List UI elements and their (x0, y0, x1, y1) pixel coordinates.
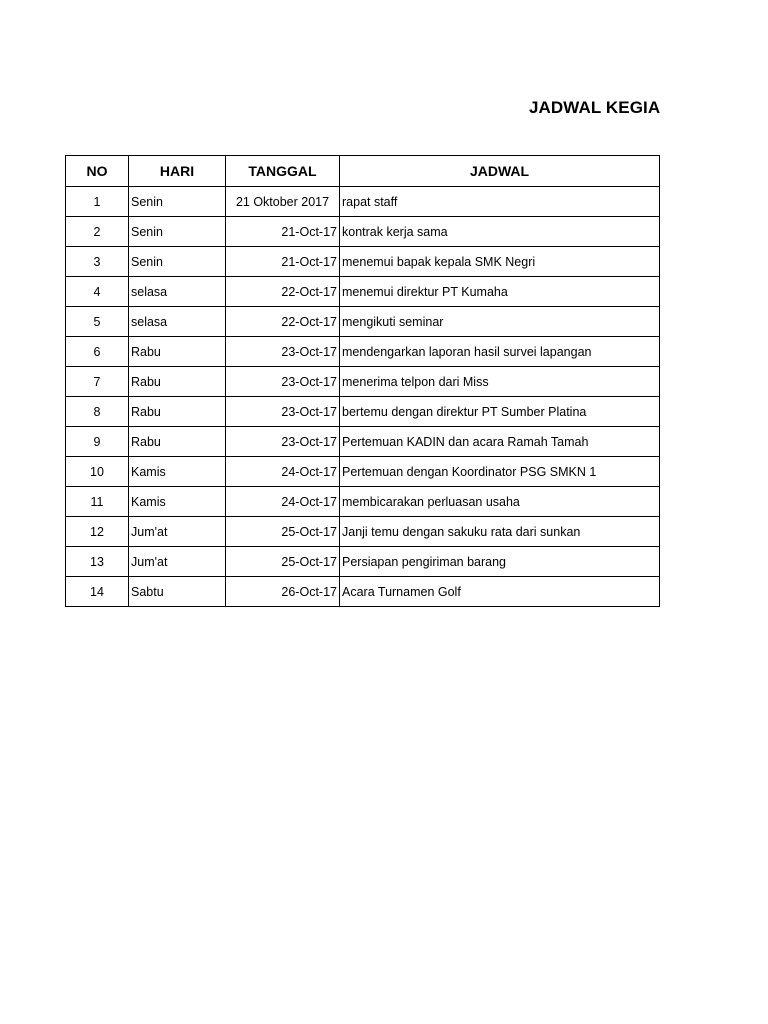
table-row (66, 187, 660, 217)
column-header-jadwal: JADWAL (340, 156, 660, 187)
cell-no: 5 (66, 307, 129, 337)
table-row (66, 427, 660, 457)
cell-hari: Sabtu (129, 577, 226, 607)
table-row (66, 367, 660, 397)
cell-jadwal: menerima telpon dari Miss (340, 367, 660, 397)
cell-jadwal: bertemu dengan direktur PT Sumber Platina (340, 397, 660, 427)
column-header-tanggal: TANGGAL (226, 156, 340, 187)
cell-tanggal: 25-Oct-17 (226, 547, 340, 577)
cell-tanggal: 24-Oct-17 (226, 487, 340, 517)
cell-hari: Senin (129, 217, 226, 247)
column-header-hari: HARI (129, 156, 226, 187)
cell-no: 10 (66, 457, 129, 487)
table-row (66, 487, 660, 517)
schedule-table (65, 155, 660, 607)
cell-hari: Jum'at (129, 547, 226, 577)
cell-hari: Senin (129, 247, 226, 277)
cell-tanggal: 24-Oct-17 (226, 457, 340, 487)
cell-no: 3 (66, 247, 129, 277)
cell-jadwal: Persiapan pengiriman barang (340, 547, 660, 577)
cell-hari: selasa (129, 277, 226, 307)
cell-tanggal: 25-Oct-17 (226, 517, 340, 547)
cell-jadwal: Acara Turnamen Golf (340, 577, 660, 607)
cell-jadwal: kontrak kerja sama (340, 217, 660, 247)
cell-no: 9 (66, 427, 129, 457)
cell-hari: Rabu (129, 367, 226, 397)
table-header-row (66, 156, 660, 187)
cell-no: 7 (66, 367, 129, 397)
cell-hari: selasa (129, 307, 226, 337)
cell-tanggal: 21 Oktober 2017 (226, 187, 340, 217)
cell-no: 13 (66, 547, 129, 577)
table-row (66, 397, 660, 427)
cell-tanggal: 23-Oct-17 (226, 427, 340, 457)
cell-tanggal: 21-Oct-17 (226, 247, 340, 277)
cell-jadwal: menemui direktur PT Kumaha (340, 277, 660, 307)
table-row (66, 247, 660, 277)
cell-jadwal: Pertemuan dengan Koordinator PSG SMKN 1 (340, 457, 660, 487)
cell-tanggal: 22-Oct-17 (226, 277, 340, 307)
cell-jadwal: mendengarkan laporan hasil survei lapangan (340, 337, 660, 367)
cell-tanggal: 23-Oct-17 (226, 367, 340, 397)
cell-hari: Kamis (129, 487, 226, 517)
page-title: JADWAL KEGIA (529, 98, 661, 117)
cell-jadwal: mengikuti seminar (340, 307, 660, 337)
cell-no: 2 (66, 217, 129, 247)
cell-tanggal: 22-Oct-17 (226, 307, 340, 337)
table-row (66, 217, 660, 247)
table-row (66, 517, 660, 547)
cell-tanggal: 23-Oct-17 (226, 337, 340, 367)
cell-no: 14 (66, 577, 129, 607)
cell-tanggal: 21-Oct-17 (226, 217, 340, 247)
cell-jadwal: menemui bapak kepala SMK Negri (340, 247, 660, 277)
table-row (66, 307, 660, 337)
table-row (66, 577, 660, 607)
cell-no: 11 (66, 487, 129, 517)
cell-hari: Rabu (129, 397, 226, 427)
cell-no: 1 (66, 187, 129, 217)
table-body (66, 187, 660, 607)
cell-no: 4 (66, 277, 129, 307)
cell-no: 12 (66, 517, 129, 547)
cell-no: 6 (66, 337, 129, 367)
table-row (66, 337, 660, 367)
cell-tanggal: 23-Oct-17 (226, 397, 340, 427)
cell-hari: Rabu (129, 337, 226, 367)
cell-hari: Kamis (129, 457, 226, 487)
table-row (66, 547, 660, 577)
cell-jadwal: Pertemuan KADIN dan acara Ramah Tamah (340, 427, 660, 457)
cell-jadwal: Janji temu dengan sakuku rata dari sunkan (340, 517, 660, 547)
cell-no: 8 (66, 397, 129, 427)
table-row (66, 457, 660, 487)
cell-hari: Jum'at (129, 517, 226, 547)
cell-jadwal: rapat staff (340, 187, 660, 217)
cell-hari: Rabu (129, 427, 226, 457)
column-header-no: NO (66, 156, 129, 187)
table-row (66, 277, 660, 307)
cell-tanggal: 26-Oct-17 (226, 577, 340, 607)
cell-hari: Senin (129, 187, 226, 217)
cell-jadwal: membicarakan perluasan usaha (340, 487, 660, 517)
